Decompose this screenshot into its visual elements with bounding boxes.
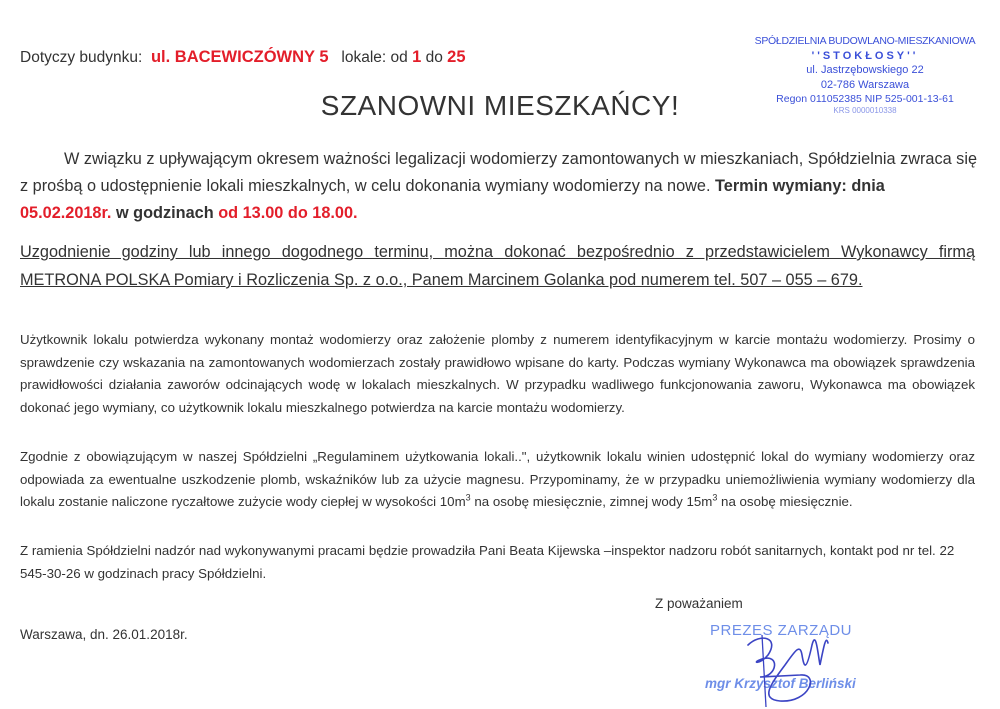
building-address: ul. BACEWICZÓWNY 5 xyxy=(150,48,329,66)
paragraph-installation: Użytkownik lokalu potwierdza wykonany montaż wodomierzy oraz założenie plomby z numerem identyfikacyjnym w karcie montażu wodomierzy. Prosimy o sprawdzenie czy wskazania na zamontowanych wodomierzach zostały prawidłowo wpisane do karty. Podczas wymiany Wykonawca ma obowiązek sprawdzenia prawidłowości działania zaworów odcinających wodę w lokalach mieszkalnych. W przypadku wadliwego funkcjonowania zaworu, Wykonawca ma obowiązek dokonać jego wymiany, co użytkownik lokalu mieszkalnego potwierdza na karcie montażu wodomierzy. xyxy=(20,332,975,415)
president-stamp-name: mgr Krzysztof Berliński xyxy=(705,676,856,691)
units-to-label: do xyxy=(425,49,443,66)
stamp-line-2: ''STOKŁOSY'' xyxy=(811,49,919,62)
paragraph-regulations xyxy=(20,446,975,514)
units-to: 25 xyxy=(447,48,466,66)
term-end: . xyxy=(353,204,358,222)
units-from: 1 xyxy=(412,48,422,66)
signature-stroke-2 xyxy=(762,635,766,707)
hours-label: w godzinach xyxy=(115,204,214,222)
city-date: Warszawa, dn. 26.01.2018r. xyxy=(20,627,188,642)
signature-stroke xyxy=(748,638,828,701)
page-title: SZANOWNI MIESZKAŃCY! xyxy=(320,90,680,121)
handwritten-signature xyxy=(740,615,850,709)
president-stamp-title: PREZES ZARZĄDU xyxy=(710,622,853,639)
term-date: 05.02.2018r. xyxy=(20,204,112,222)
stamp-line-4: 02-786 Warszawa xyxy=(820,78,910,91)
contact-paragraph: Uzgodnienie godziny lub innego dogodnego terminu, można dokonać bezpośrednio z przedstawicielem Wykonawcy firmą METRONA POLSKA Pomiary i Rozliczenia Sp. z o.o., Panem Marcinem Golanka pod numerem tel. 507 – 055 – 679. xyxy=(20,243,975,289)
intro-paragraph xyxy=(20,146,980,227)
regards-text: Z poważaniem xyxy=(655,596,743,611)
p2-part-b: na osobę miesięcznie, zimnej wody 15m xyxy=(470,494,713,509)
building-line xyxy=(20,48,466,67)
paragraph-supervision: Z ramienia Spółdzielni nadzór nad wykonywanymi pracami będzie prowadziła Pani Beata Kijewska –inspektor nadzoru robót sanitarnych, kontakt pod nr tel. 22 545-30-26 w godzinach pracy Spółdzielni. xyxy=(20,543,955,581)
term-label: Termin wymiany: dnia xyxy=(715,177,885,195)
term-hours: od 13.00 do 18.00 xyxy=(218,204,354,222)
stamp-line-6: KRS 0000010338 xyxy=(833,106,897,113)
intro-text: W związku z upływającym okresem ważności legalizacji wodomierzy zamontowanych w mieszkaniach, Spółdzielnia zwraca się z prośbą o udostępnienie lokali mieszkalnych, w celu dokonania wymiany wodomierzy na nowe. xyxy=(20,150,977,195)
p2-part-c: na osobę miesięcznie. xyxy=(717,494,853,509)
units-label: lokale: od xyxy=(341,49,408,66)
stamp-line-1: SPÓŁDZIELNIA BUDOWLANO-MIESZKANIOWA xyxy=(754,35,976,47)
stamp-line-5: Regon 011052385 NIP 525-001-13-61 xyxy=(776,93,954,105)
p2-part-a: Zgodnie z obowiązującym w naszej Spółdzielni „Regulaminem użytkowania lokali..", użytkownik lokalu winien udostępnić lokal do wymiany wodomierzy oraz odpowiada za ewentualne uszkodzenie plomb, wskaźników lub za użycie magnesu. Przypominamy, że w przypadku uniemożliwienia wymiany wodomierzy dla lokalu zostanie naliczone ryczałtowe zużycie wody ciepłej w wysokości 10m xyxy=(20,449,975,509)
p2-sup-2: 3 xyxy=(712,492,718,503)
p2-sup-1: 3 xyxy=(465,492,471,503)
stamp-line-3: ul. Jastrzębowskiego 22 xyxy=(806,64,924,76)
building-label: Dotyczy budynku: xyxy=(20,49,143,66)
